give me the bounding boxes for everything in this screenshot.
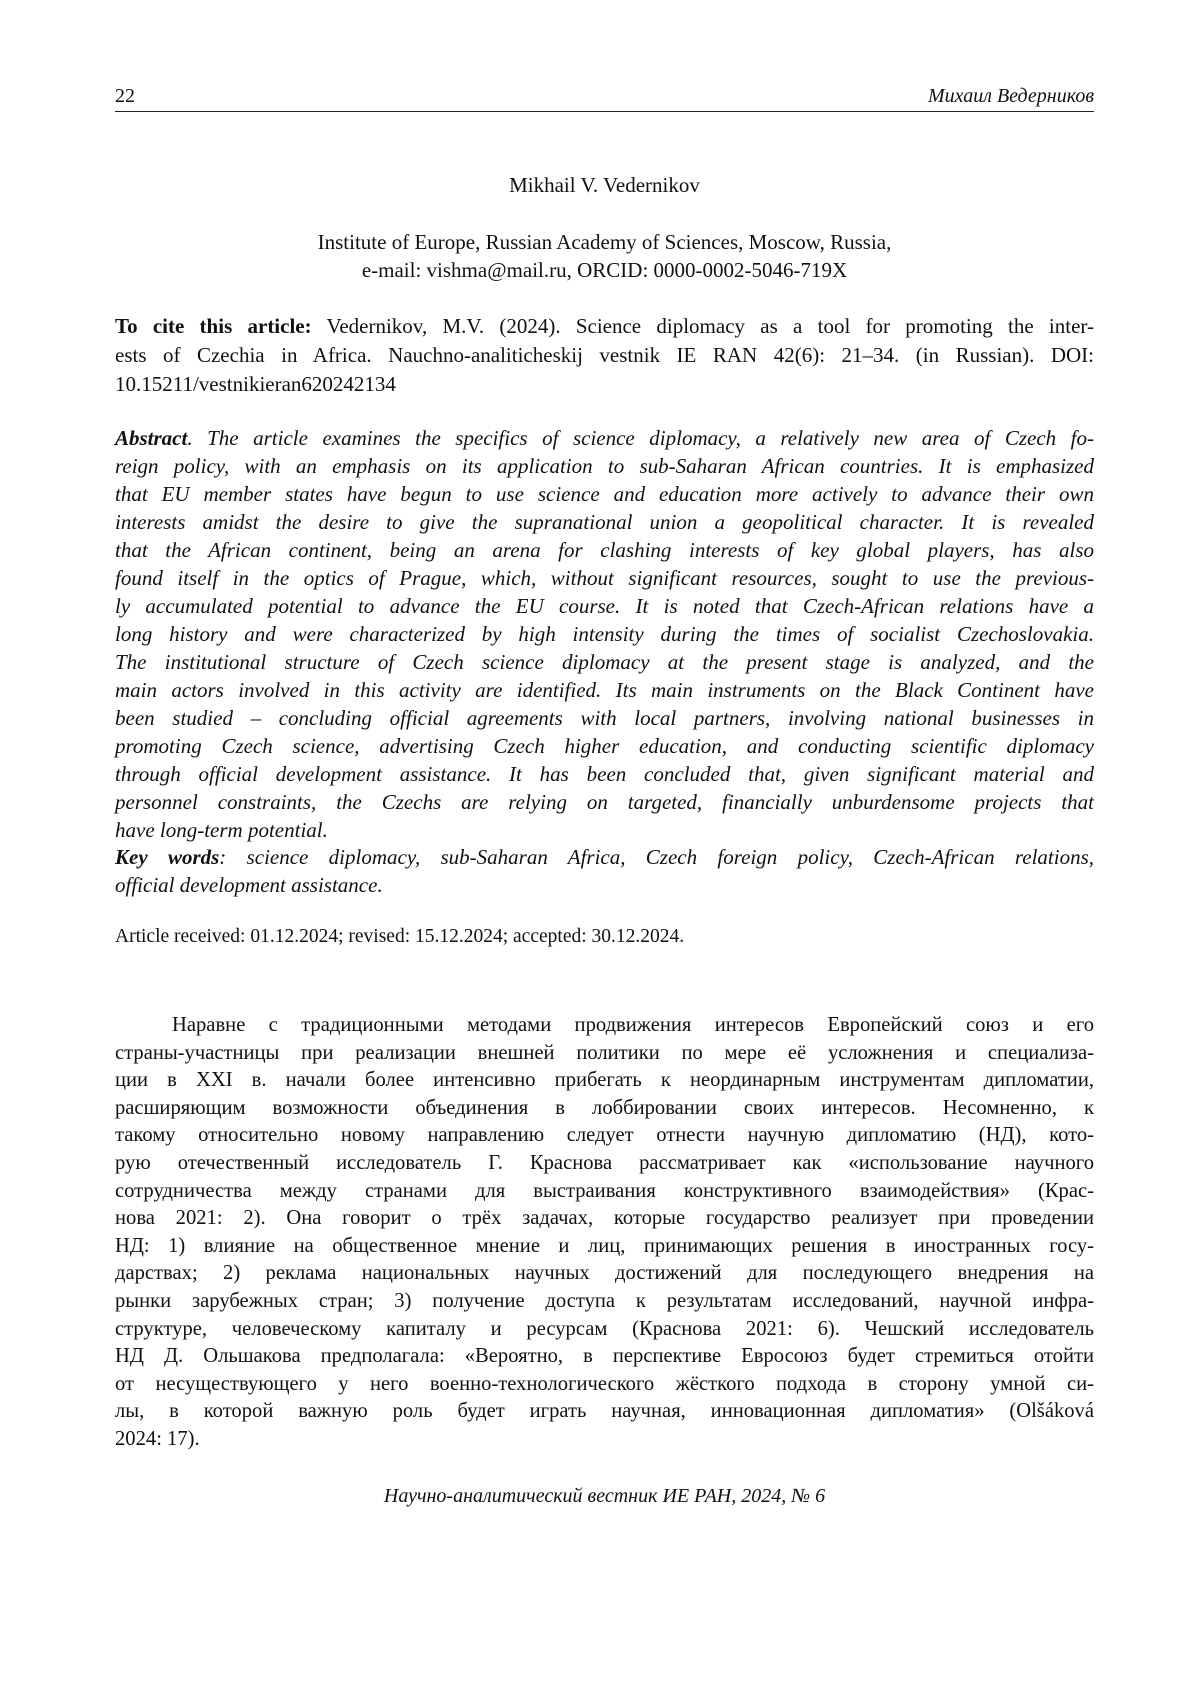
abstract-line: ly accumulated potential to advance the EU course. It is noted that Czech-African relations have a	[115, 594, 1094, 618]
abstract-line: reign policy, with an emphasis on its application to sub-Saharan African countries. It is emphasized	[115, 454, 1094, 478]
abstract-label: Abstract	[115, 426, 188, 450]
body-line: НД: 1) влияние на общественное мнение и лиц, принимающих решения в иностранных госу-	[115, 1234, 1094, 1257]
body-line: нова 2021: 2). Она говорит о трёх задачах, которые государство реализует при проведении	[115, 1207, 1094, 1230]
citation-line: ests of Czechia in Africa. Nauchno-analiticheskij vestnik IE RAN 42(6): 21–34. (in Russian). DOI:	[115, 343, 1094, 367]
abstract-line: been studied – concluding official agreements with local partners, involving national businesses in	[115, 706, 1094, 730]
keywords-block	[115, 843, 1094, 899]
keywords-line: Key words: science diplomacy, sub-Saharan Africa, Czech foreign policy, Czech-African relations,	[115, 845, 1094, 869]
abstract-line: have long-term potential.	[115, 818, 328, 842]
abstract-line: main actors involved in this activity are identified. Its main instruments on the Black Continent have	[115, 678, 1094, 702]
abstract-line: that the African continent, being an arena for clashing interests of key global players, has also	[115, 538, 1094, 562]
body-line: НД Д. Ольшакова предполагала: «Вероятно, в перспективе Евросоюз будет стремиться отойти	[115, 1345, 1094, 1368]
document-page	[115, 0, 1094, 1698]
body-line: рынки зарубежных стран; 3) получение доступа к результатам исследований, научной инфра-	[115, 1289, 1094, 1312]
body-line: лы, в которой важную роль будет играть научная, инновационная дипломатия» (Olšáková	[115, 1400, 1094, 1423]
page-number: 22	[115, 85, 135, 107]
body-line: расширяющим возможности объединения в лоббировании своих интересов. Несомненно, к	[115, 1096, 1094, 1119]
keywords-label: Key words	[115, 845, 220, 869]
citation-line: To cite this article: Vedernikov, M.V. (2024). Science diplomacy as a tool for promoting the inter-	[115, 314, 1094, 338]
abstract-line: long history and were characterized by high intensity during the times of socialist Czechoslovakia.	[115, 622, 1094, 646]
body-line: сотрудничества между странами для выстраивания конструктивного взаимодействия» (Крас-	[115, 1179, 1094, 1202]
body-line: страны-участницы при реализации внешней политики по мере её усложнения и специализа-	[115, 1041, 1094, 1064]
article-dates: Article received: 01.12.2024; revised: 15.12.2024; accepted: 30.12.2024.	[115, 926, 685, 947]
author-name: Mikhail V. Vedernikov	[509, 173, 700, 197]
abstract-line: interests amidst the desire to give the supranational union a geopolitical character. It is revealed	[115, 510, 1094, 534]
body-line: структуре, человеческому капиталу и ресурсам (Краснова 2021: 6). Чешский исследователь	[115, 1317, 1094, 1340]
abstract-line: Abstract. The article examines the specifics of science diplomacy, a relatively new area of Czech fo-	[115, 426, 1094, 450]
contact-line: e-mail: vishma@mail.ru, ORCID: 0000-0002-5046-719X	[361, 258, 848, 282]
journal-footer: Научно-аналитический вестник ИЕ РАН, 2024, № 6	[383, 1485, 826, 1507]
abstract-line: through official development assistance. It has been concluded that, given significant material and	[115, 762, 1094, 786]
abstract-line: personnel constraints, the Czechs are relying on targeted, financially unburdensome projects that	[115, 790, 1094, 814]
abstract-line: found itself in the optics of Prague, which, without significant resources, sought to use the previous-	[115, 566, 1094, 590]
running-header-author: Михаил Ведерников	[927, 85, 1094, 107]
body-line: Наравне с традиционными методами продвижения интересов Европейский союз и его	[172, 1014, 1094, 1036]
body-line: 2024: 17).	[115, 1427, 200, 1450]
citation-block	[115, 312, 1094, 399]
body-line: рую отечественный исследователь Г. Краснова рассматривает как «использование научного	[115, 1151, 1094, 1174]
citation-label: To cite this article:	[115, 314, 312, 338]
body-paragraph	[115, 1012, 1094, 1454]
running-header	[115, 83, 1094, 112]
body-line: такому относительно новому направлению следует отнести научную дипломатию (НД), кото-	[115, 1124, 1094, 1147]
body-line: ции в XXI в. начали более интенсивно прибегать к неординарным инструментам дипломатии,	[115, 1069, 1094, 1092]
body-line: от несуществующего у него военно-технологического жёсткого подхода в сторону умной си-	[115, 1372, 1094, 1395]
abstract-block	[115, 424, 1094, 844]
body-line: дарствах; 2) реклама национальных научных достижений для последующего внедрения на	[115, 1262, 1094, 1285]
author-affiliation	[115, 228, 1094, 284]
citation-doi: 10.15211/vestnikieran620242134	[115, 372, 396, 396]
keywords-line: official development assistance.	[115, 873, 383, 897]
abstract-line: The institutional structure of Czech science diplomacy at the present stage is analyzed, and the	[115, 650, 1094, 674]
abstract-line: promoting Czech science, advertising Czech higher education, and conducting scientific diplomacy	[115, 734, 1094, 758]
abstract-line: that EU member states have begun to use science and education more actively to advance their own	[115, 482, 1094, 506]
affiliation-line: Institute of Europe, Russian Academy of Sciences, Moscow, Russia,	[317, 230, 892, 254]
